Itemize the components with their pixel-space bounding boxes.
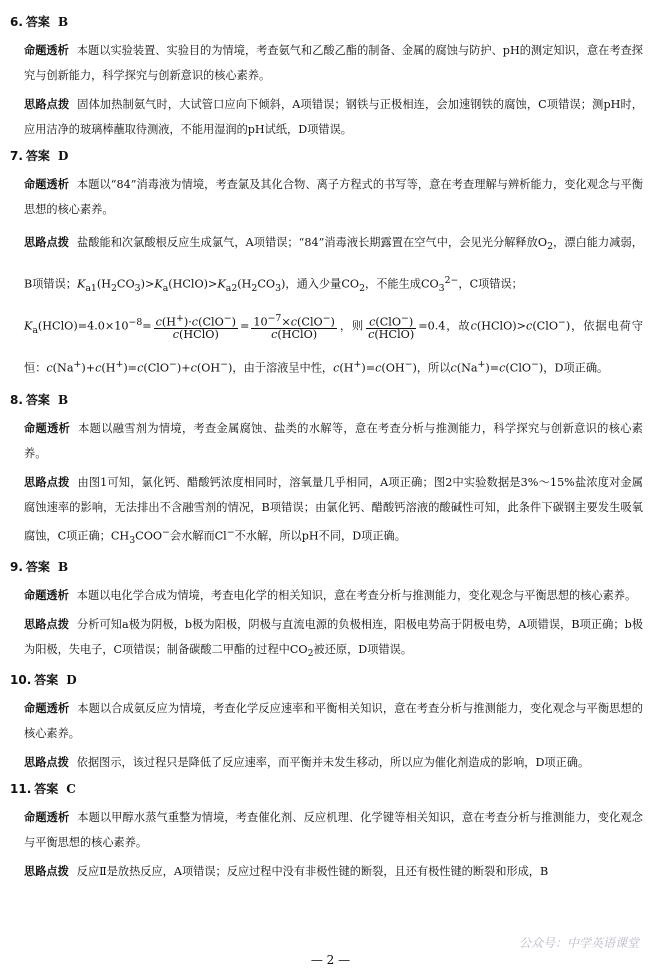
q8-answer: B	[57, 392, 69, 407]
q7-answer: D	[57, 149, 69, 163]
q10-number: 10.	[10, 673, 32, 688]
q8-analysis	[24, 416, 643, 466]
q10-hint	[24, 750, 643, 775]
question-11	[10, 779, 643, 884]
q7-analysis	[24, 172, 643, 222]
question-9	[10, 557, 643, 666]
q10-analysis	[24, 696, 643, 746]
q6-analysis	[24, 38, 643, 88]
q11-number: 11.	[10, 782, 32, 797]
q8-header	[10, 390, 643, 410]
q9-hint: 思路点拨 分析可知a极为阴极，b极为阳极，阴极与直流电源的负极相连，阳极电势高于阴极电势，A项错误，B项正确；b极为阳极，失电子，C项错误；制备碳酸二甲酯的过程中$CO_2$被还原，D项错误。	[24, 617, 643, 660]
q8-hint-text: 不水解，所以pH不同，D项正确。	[234, 529, 406, 543]
q11-hint	[24, 859, 643, 884]
analysis-label: 命题透析	[24, 588, 69, 602]
q9-header	[10, 557, 643, 577]
answer-label: 答案	[34, 673, 59, 688]
q10-analysis-text: 本题以合成氨反应为情境，考查化学反应速率和平衡相关知识，意在考查分析与推测能力，变化观念与平衡思想的核心素养。	[24, 702, 643, 741]
q7-hint-text: =0.4，故	[418, 319, 471, 333]
answer-label: 答案	[25, 392, 50, 407]
q7-hint: 思路点拨 盐酸能和次氯酸根反应生成氯气，A项错误；“84”消毒液长期露置在空气中，会见光分解释放$O_2$，漂白能力减弱，B项错误；$K_{a1}(H_2CO_3)>K_a(HClO)>K_{a2}(H_2CO_3)$，通入少量$CO_2$，不能生成$CO_3^{2-}$，C项错误； $K_a(HClO)=4.0\times 10^{-8}=$ $\frac{c(H^+)\cdot c(ClO^-)}{\text{c(HClO)}}$ = $\frac{10^{-7}\times c(ClO^-)}{\text{c(HClO)}}$ ，则 $\frac{c(ClO^-)}{\text{c(HClO)}}$ =0.4，故c(HClO)>c(ClO−)，依据电荷守恒：c(Na+)+c(H+)=c(ClO−)+c(OH−)，由于溶液呈中性，c(H+)=c(OH−)，所以c(Na+)=c(ClO−)，D项正确。	[24, 236, 643, 375]
hint-label: 思路点拨	[24, 475, 70, 489]
q11-analysis-text: 本题以甲醇水蒸气重整为情境，考查催化剂、反应机理、化学键等相关知识，意在考查分析与推测能力，变化观念与平衡思想的核心素养。	[24, 811, 643, 850]
q9-hint-text: 分析可知a极为阴极，b极为阳极，阴极与直流电源的负极相连，阳极电势高于阴极电势，A项错误，B项正确；b极为阳极，失电子，C项错误；制备碳酸二甲酯的过程中CO	[24, 617, 643, 656]
analysis-label: 命题透析	[24, 44, 69, 57]
question-8	[10, 390, 643, 553]
analysis-label: 命题透析	[24, 178, 70, 191]
analysis-label: 命题透析	[24, 811, 70, 825]
q8-hint-text: 由图1可知，氯化钙、醋酸钙浓度相同时，溶氧量几乎相同，A项正确；图2中实验数据是3%～15%盐浓度对金属腐蚀速率的影响，无法排出不含融雪剂的情况，B项错误；由氯化钙、醋酸钙溶液的酸碱性可知，此条件下碳钢主要发生吸氧腐蚀，C项正确；CH	[24, 475, 643, 543]
hint-label: 思路点拨	[24, 756, 69, 770]
watermark: 公众号：中学英语课堂	[518, 936, 639, 950]
q7-hint-text: ，C项错误；	[458, 277, 523, 291]
answer-label: 答案	[25, 559, 50, 574]
q7-analysis-text: 本题以“84”消毒液为情境，考查氯及其化合物、离子方程式的书写等，意在考查理解与辨析能力，变化观念与平衡思想的核心素养。	[24, 178, 643, 216]
q6-hint	[24, 92, 643, 142]
q7-hint-text: ，D项正确。	[543, 361, 609, 375]
answer-label: 答案	[25, 149, 50, 163]
q6-answer: B	[57, 15, 69, 29]
question-7	[10, 146, 643, 386]
q8-number: 8.	[10, 392, 23, 407]
ka-fraction: $\frac{c(H^+)\cdot c(ClO^-)}{\text{c(HClO)}}$	[155, 312, 236, 342]
q7-hint-text: 盐酸能和次氯酸根反应生成氯气，A项错误；“84”消毒液长期露置在空气中，会见光分解释放O	[76, 236, 548, 249]
q9-hint-text: 被还原，D项错误。	[313, 642, 413, 656]
page-number: — 2 —	[310, 953, 351, 967]
q6-hint-text: 固体加热制氨气时，大试管口应向下倾斜，A项错误；钢铁与正极相连，会加速钢铁的腐蚀，C项错误；测pH时，应用洁净的玻璃棒蘸取待测液，不能用湿润的pH试纸，D项错误。	[24, 98, 643, 136]
hint-label: 思路点拨	[24, 617, 69, 631]
q9-analysis-text: 本题以电化学合成为情境，考查电化学的相关知识，意在考查分析与推测能力，变化观念与平衡思想的核心素养。	[76, 588, 637, 602]
q7-hint-text: ，则	[338, 319, 365, 333]
hint-label: 思路点拨	[24, 98, 70, 111]
q7-hint-text: ，不能生成CO	[365, 277, 439, 291]
analysis-label: 命题透析	[24, 421, 71, 435]
analysis-label: 命题透析	[24, 702, 70, 716]
q11-header	[10, 779, 643, 799]
q8-analysis-text: 本题以融雪剂为情境，考查金属腐蚀、盐类的水解等，意在考查分析与推测能力，科学探究与创新意识的核心素养。	[24, 421, 643, 460]
q7-number: 7.	[10, 149, 23, 163]
q7-hint-text: ，通入少量CO	[285, 277, 360, 291]
q8-hint-text: COO	[135, 529, 163, 543]
q8-hint-text: 会水解而Cl	[169, 529, 227, 543]
hint-label: 思路点拨	[24, 865, 69, 879]
q11-answer: C	[66, 782, 76, 797]
q8-hint: 思路点拨 由图1可知，氯化钙、醋酸钙浓度相同时，溶氧量几乎相同，A项正确；图2中实验数据是3%～15%盐浓度对金属腐蚀速率的影响，无法排出不含融雪剂的情况，B项错误；由氯化钙、醋酸钙溶液的酸碱性可知，此条件下碳钢主要发生吸氧腐蚀，C项正确；$CH_3COO^-$会水解而Cl−不水解，所以pH不同，D项正确。	[24, 475, 643, 546]
q6-number: 6.	[10, 15, 23, 29]
q10-answer: D	[66, 673, 77, 688]
q7-hint-text: 漂白能力减弱，B项错误；	[24, 236, 643, 291]
question-6	[10, 12, 643, 142]
q9-answer: B	[57, 559, 69, 574]
q11-analysis	[24, 805, 643, 855]
q6-analysis-text: 本题以实验装置、实验目的为情境，考查氨气和乙酸乙酯的制备、金属的腐蚀与防护、pH的测定知识，意在考查探究与创新能力，科学探究与创新意识的核心素养。	[24, 44, 643, 82]
q6-header	[10, 12, 643, 32]
q7-hint-text: ，依据电荷守恒：	[24, 319, 643, 375]
hint-label: 思路点拨	[24, 236, 69, 249]
ka-fraction-neutral: $\frac{10^{-7}\times c(ClO^-)}{\text{c(HClO)}}$	[253, 312, 335, 342]
q11-hint-text: 反应Ⅱ是放热反应，A项错误；反应过程中没有非极性键的断裂，且还有极性键的断裂和形成，B	[76, 865, 549, 879]
ratio-fraction: $\frac{c(ClO^-)}{\text{c(HClO)}}$	[368, 312, 415, 342]
question-10	[10, 670, 643, 775]
q10-header	[10, 670, 643, 690]
answer-label: 答案	[34, 782, 59, 797]
answer-label: 答案	[25, 15, 50, 29]
q9-analysis	[24, 583, 643, 608]
q7-hint-text: ，由于溶液呈中性，	[232, 361, 334, 375]
q10-hint-text: 依据图示，该过程只是降低了反应速率，而平衡并未发生移动，所以应为催化剂造成的影响，D项正确。	[76, 756, 590, 770]
q7-hint-text: ，所以	[416, 361, 451, 375]
q7-header	[10, 146, 643, 166]
q9-number: 9.	[10, 559, 23, 574]
